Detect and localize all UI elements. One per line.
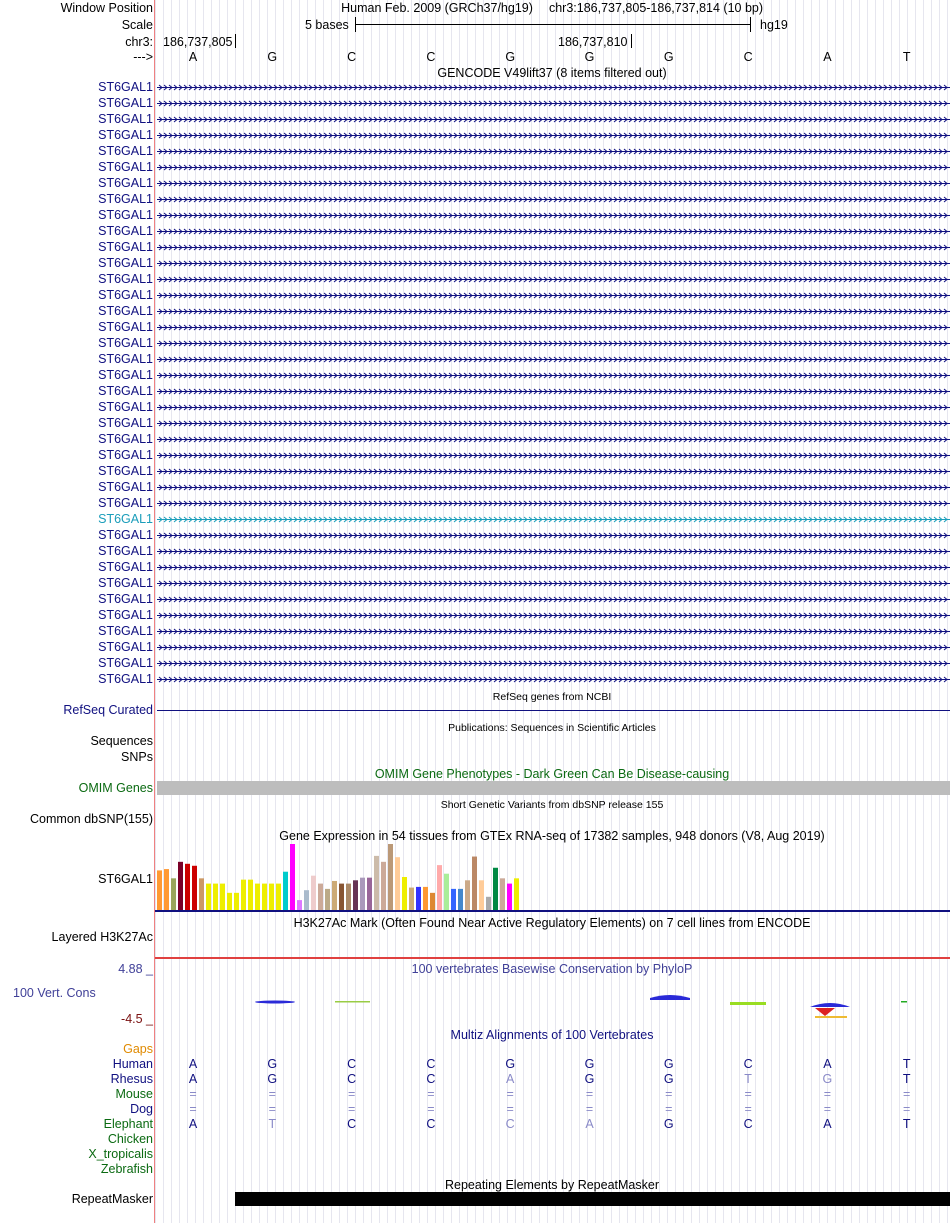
gtex-tissue-bar (500, 878, 505, 910)
assembly-title: Human Feb. 2009 (GRCh37/hg19) (341, 1, 533, 15)
multiz-base: = (823, 1102, 832, 1116)
gencode-transcript[interactable] (157, 672, 950, 686)
gencode-transcript-label[interactable]: ST6GAL1 (98, 256, 153, 270)
gencode-transcript[interactable] (157, 480, 950, 494)
omim-label[interactable]: OMIM Genes (78, 781, 153, 795)
gencode-transcript[interactable] (157, 560, 950, 574)
reference-base: G (584, 50, 595, 64)
gencode-transcript-label[interactable]: ST6GAL1 (98, 512, 153, 526)
gencode-transcript-label[interactable]: ST6GAL1 (98, 400, 153, 414)
multiz-base: T (902, 1072, 911, 1086)
multiz-base: T (902, 1117, 911, 1131)
gencode-transcript-label[interactable]: ST6GAL1 (98, 640, 153, 654)
multiz-base: A (823, 1117, 832, 1131)
multiz-base: T (744, 1072, 752, 1086)
gencode-transcript[interactable] (157, 576, 950, 590)
gtex-tissue-bar (388, 844, 393, 910)
multiz-base: T (902, 1057, 911, 1071)
gtex-tissue-bar (178, 862, 183, 910)
gencode-transcript-label[interactable]: ST6GAL1 (98, 576, 153, 590)
multiz-base: = (744, 1102, 752, 1116)
gencode-transcript[interactable] (157, 368, 950, 382)
gencode-transcript-label[interactable]: ST6GAL1 (98, 608, 153, 622)
gencode-transcript[interactable] (157, 496, 950, 510)
multiz-base: = (585, 1102, 594, 1116)
multiz-base: T (268, 1117, 277, 1131)
gtex-tissue-bar (395, 857, 400, 910)
gencode-transcript-label[interactable]: ST6GAL1 (98, 208, 153, 222)
gencode-transcript[interactable] (157, 512, 950, 526)
gencode-transcript[interactable] (157, 336, 950, 350)
publications-track-title: Publications: Sequences in Scientific Articles (448, 722, 656, 734)
dbsnp-label[interactable]: Common dbSNP(155) (30, 812, 153, 826)
chrom-label: chr3: (125, 35, 153, 49)
gencode-transcript[interactable] (157, 256, 950, 270)
gtex-tissue-bar (185, 864, 190, 910)
gtex-tissue-bar (164, 869, 169, 910)
gtex-tissue-bar (157, 870, 162, 910)
gtex-tissue-bar (458, 889, 463, 910)
reference-base: C (426, 50, 436, 64)
gencode-transcript[interactable] (157, 624, 950, 638)
gencode-transcript[interactable] (157, 320, 950, 334)
multiz-base: = (903, 1087, 911, 1101)
position-right-tick (631, 34, 632, 48)
phylop-mark (815, 1016, 847, 1018)
gtex-tissue-bar (409, 888, 414, 910)
gtex-tissue-bar (465, 880, 470, 910)
reference-base: A (188, 50, 198, 64)
position-left: 186,737,805 (163, 35, 233, 49)
gencode-transcript-label[interactable]: ST6GAL1 (98, 320, 153, 334)
multiz-base: = (189, 1102, 197, 1116)
multiz-base: C (505, 1117, 515, 1131)
reference-base: G (267, 50, 278, 64)
multiz-base: C (347, 1072, 357, 1086)
multiz-base: = (903, 1102, 911, 1116)
gencode-transcript[interactable] (157, 80, 950, 94)
phylop-track-title: 100 vertebrates Basewise Conservation by PhyloP (411, 962, 693, 976)
multiz-base: C (743, 1117, 753, 1131)
phylop-mark (650, 995, 690, 1000)
gencode-transcript[interactable] (157, 448, 950, 462)
gencode-transcript[interactable] (157, 544, 950, 558)
multiz-base: C (426, 1072, 436, 1086)
gtex-tissue-bar (171, 878, 176, 910)
multiz-base: G (584, 1057, 595, 1071)
gtex-tissue-bar (444, 874, 449, 910)
gencode-transcript[interactable] (157, 528, 950, 542)
multiz-base: = (268, 1102, 276, 1116)
gencode-transcript-label[interactable]: ST6GAL1 (98, 96, 153, 110)
gencode-transcript[interactable] (157, 160, 950, 174)
gencode-transcript-label[interactable]: ST6GAL1 (98, 272, 153, 286)
multiz-base: = (268, 1087, 276, 1101)
scale-bar (355, 24, 751, 25)
gtex-tissue-bar (493, 868, 498, 910)
gtex-tissue-bar (220, 884, 225, 910)
gtex-tissue-bar (339, 884, 344, 910)
phylop-mark (815, 1008, 835, 1016)
multiz-species-label[interactable]: X_tropicalis (88, 1147, 153, 1161)
reference-base: T (902, 50, 911, 64)
scale-value: 5 bases (305, 18, 349, 32)
multiz-base: = (427, 1087, 435, 1101)
multiz-base: G (267, 1057, 278, 1071)
gencode-transcript-label[interactable]: ST6GAL1 (98, 384, 153, 398)
gencode-transcript-label[interactable]: ST6GAL1 (98, 528, 153, 542)
gencode-transcript[interactable] (157, 640, 950, 654)
multiz-base: C (347, 1057, 357, 1071)
gencode-transcript[interactable] (157, 96, 950, 110)
multiz-base: A (823, 1057, 832, 1071)
gtex-tissue-bar (297, 900, 302, 910)
gencode-transcript[interactable] (157, 288, 950, 302)
reference-base: G (505, 50, 516, 64)
gencode-transcript-label[interactable]: ST6GAL1 (98, 128, 153, 142)
multiz-base: C (426, 1117, 436, 1131)
gtex-tissue-bar (199, 878, 204, 910)
multiz-species-label[interactable]: Dog (130, 1102, 153, 1116)
gtex-tissue-bar (248, 880, 253, 910)
gencode-transcript[interactable] (157, 272, 950, 286)
gencode-transcript-label[interactable]: ST6GAL1 (98, 224, 153, 238)
phylop-mark (730, 1002, 766, 1005)
gtex-tissue-bar (192, 866, 197, 910)
gencode-transcript[interactable] (157, 208, 950, 222)
phylop-mark (255, 1001, 295, 1004)
multiz-base: G (505, 1057, 516, 1071)
multiz-base: = (665, 1102, 673, 1116)
gtex-tissue-bar (402, 877, 407, 910)
reference-base: A (823, 50, 832, 64)
gtex-tissue-bar (360, 878, 365, 910)
reference-base: G (663, 50, 674, 64)
multiz-base: = (744, 1087, 752, 1101)
publications-snps-label[interactable]: SNPs (121, 750, 153, 764)
gencode-transcript-label[interactable]: ST6GAL1 (98, 192, 153, 206)
reference-base: C (743, 50, 753, 64)
gtex-track-title: Gene Expression in 54 tissues from GTEx RNA-seq of 17382 samples, 948 donors (V8, Aug 2019) (279, 829, 825, 843)
multiz-base: = (665, 1087, 673, 1101)
db-label: hg19 (760, 18, 788, 32)
gtex-tissue-bar (486, 897, 491, 910)
strand-arrow: ---> (133, 50, 153, 64)
refseq-gene-line[interactable] (157, 710, 950, 711)
gencode-track-title: GENCODE V49lift37 (8 items filtered out) (437, 66, 667, 80)
gtex-tissue-bar (381, 862, 386, 910)
gencode-transcript[interactable] (157, 432, 950, 446)
gencode-transcript[interactable] (157, 240, 950, 254)
repeatmasker-track-title: Repeating Elements by RepeatMasker (444, 1178, 660, 1192)
gtex-tissue-bar (241, 880, 246, 910)
multiz-base: C (743, 1057, 753, 1071)
multiz-base: G (663, 1117, 674, 1131)
gtex-tissue-bar (423, 887, 428, 910)
multiz-species-label[interactable]: Chicken (107, 1132, 153, 1146)
gtex-tissue-bar (304, 890, 309, 910)
gtex-tissue-bar (479, 880, 484, 910)
gtex-tissue-bar (262, 884, 267, 910)
gtex-tissue-bar (269, 884, 274, 910)
gencode-transcript-label[interactable]: ST6GAL1 (98, 304, 153, 318)
gencode-transcript-label[interactable]: ST6GAL1 (98, 240, 153, 254)
phylop-min-label: -4.5 _ (121, 1012, 153, 1026)
multiz-base: = (506, 1102, 514, 1116)
gencode-transcript-label[interactable]: ST6GAL1 (98, 656, 153, 670)
omim-track-title: OMIM Gene Phenotypes - Dark Green Can Be Disease-causing (374, 767, 730, 781)
multiz-base: A (585, 1117, 594, 1131)
multiz-base: = (347, 1102, 356, 1116)
phylop-mark (335, 1001, 370, 1003)
gencode-transcript-label[interactable]: ST6GAL1 (98, 672, 153, 686)
omim-gene-bar[interactable] (157, 781, 950, 795)
gtex-tissue-bar (451, 889, 456, 910)
coordinates-readout: chr3:186,737,805-186,737,814 (10 bp) (548, 1, 764, 15)
multiz-species-label[interactable]: Zebrafish (100, 1162, 153, 1176)
gencode-transcript-label[interactable]: ST6GAL1 (98, 432, 153, 446)
grid-line (155, 0, 156, 1223)
phylop-mark (901, 1001, 907, 1003)
reference-base: C (347, 50, 357, 64)
position-right: 186,737,810 (558, 35, 628, 49)
gencode-transcript[interactable] (157, 144, 950, 158)
gencode-transcript[interactable] (157, 176, 950, 190)
gencode-transcript-label[interactable]: ST6GAL1 (98, 544, 153, 558)
gencode-transcript[interactable] (157, 192, 950, 206)
gencode-transcript[interactable] (157, 384, 950, 398)
gencode-transcript-label[interactable]: ST6GAL1 (98, 368, 153, 382)
gencode-transcript-label[interactable]: ST6GAL1 (98, 560, 153, 574)
multiz-base: C (426, 1057, 436, 1071)
gtex-tissue-bar (206, 884, 211, 910)
gencode-transcript[interactable] (157, 128, 950, 142)
gtex-label[interactable]: ST6GAL1 (98, 872, 153, 886)
gencode-transcript[interactable] (157, 224, 950, 238)
gencode-transcript[interactable] (157, 352, 950, 366)
gtex-tissue-bar (276, 884, 281, 910)
gencode-transcript-label[interactable]: ST6GAL1 (98, 80, 153, 94)
gencode-transcript-label[interactable]: ST6GAL1 (98, 112, 153, 126)
multiz-base: G (663, 1057, 674, 1071)
gtex-tissue-bar (325, 889, 330, 910)
position-left-tick (235, 34, 236, 48)
multiz-base: G (584, 1072, 595, 1086)
gtex-tissue-bar (367, 878, 372, 910)
gtex-tissue-bar (346, 884, 351, 910)
gtex-expression-chart[interactable] (155, 843, 950, 913)
gencode-transcript-label[interactable]: ST6GAL1 (98, 336, 153, 350)
gencode-transcript-label[interactable]: ST6GAL1 (98, 160, 153, 174)
gencode-transcript[interactable] (157, 656, 950, 670)
multiz-base: = (427, 1102, 435, 1116)
gencode-transcript-label[interactable]: ST6GAL1 (98, 464, 153, 478)
dbsnp-track-title: Short Genetic Variants from dbSNP release 155 (440, 799, 664, 811)
gtex-tissue-bar (318, 884, 323, 910)
gtex-tissue-bar (374, 856, 379, 910)
phylop-mark (810, 1003, 850, 1007)
gtex-tissue-bar (311, 876, 316, 910)
gtex-tissue-bar (332, 881, 337, 910)
gtex-tissue-bar (430, 893, 435, 910)
repeatmasker-label[interactable]: RepeatMasker (71, 1192, 153, 1206)
refseq-label[interactable]: RefSeq Curated (63, 703, 153, 717)
multiz-base: = (585, 1087, 594, 1101)
multiz-base: A (188, 1057, 198, 1071)
multiz-base: = (823, 1087, 832, 1101)
gtex-tissue-bar (227, 893, 232, 910)
gencode-transcript[interactable] (157, 592, 950, 606)
multiz-base: G (822, 1072, 833, 1086)
label-divider (154, 0, 155, 1223)
gtex-tissue-bar (507, 884, 512, 910)
gencode-transcript-label[interactable]: ST6GAL1 (98, 480, 153, 494)
repeatmasker-element[interactable] (235, 1192, 950, 1206)
gencode-transcript-label[interactable]: ST6GAL1 (98, 288, 153, 302)
multiz-base: G (663, 1072, 674, 1086)
gencode-transcript-label[interactable]: ST6GAL1 (98, 352, 153, 366)
multiz-species-label[interactable]: Elephant (103, 1117, 153, 1131)
multiz-track-title: Multiz Alignments of 100 Vertebrates (450, 1028, 654, 1042)
multiz-base: C (347, 1117, 357, 1131)
gencode-transcript-label[interactable]: ST6GAL1 (98, 448, 153, 462)
multiz-base: = (506, 1087, 514, 1101)
gtex-tissue-bar (290, 844, 295, 910)
gencode-transcript-label[interactable]: ST6GAL1 (98, 144, 153, 158)
multiz-base: A (188, 1072, 198, 1086)
gencode-transcript-label[interactable]: ST6GAL1 (98, 416, 153, 430)
multiz-base: G (267, 1072, 278, 1086)
gtex-tissue-bar (514, 878, 519, 910)
gtex-tissue-bar (234, 893, 239, 910)
multiz-species-label[interactable]: Mouse (115, 1087, 153, 1101)
gencode-transcript[interactable] (157, 304, 950, 318)
gencode-transcript[interactable] (157, 416, 950, 430)
gtex-tissue-bar (472, 857, 477, 910)
multiz-base: = (189, 1087, 197, 1101)
scale-label: Scale (121, 18, 153, 32)
multiz-base: A (506, 1072, 515, 1086)
phylop-max-label: 4.88 _ (118, 962, 153, 976)
multiz-base: A (188, 1117, 198, 1131)
gencode-transcript-label[interactable]: ST6GAL1 (98, 496, 153, 510)
multiz-base: = (347, 1087, 356, 1101)
gtex-tissue-bar (416, 887, 421, 910)
gencode-transcript[interactable] (157, 400, 950, 414)
phylop-label[interactable]: 100 Vert. Cons (13, 986, 96, 1000)
gtex-tissue-bar (255, 884, 260, 910)
h3k27ac-label[interactable]: Layered H3K27Ac (51, 930, 153, 944)
h3k27ac-signal-line (155, 957, 950, 959)
phylop-conservation-plot[interactable] (155, 990, 950, 1022)
gtex-tissue-bar (283, 872, 288, 910)
gencode-transcript-label[interactable]: ST6GAL1 (98, 624, 153, 638)
publications-sequences-label[interactable]: Sequences (90, 734, 153, 748)
gencode-transcript-label[interactable]: ST6GAL1 (98, 176, 153, 190)
scale-bar-right-tick (750, 17, 751, 32)
gencode-transcript-label[interactable]: ST6GAL1 (98, 592, 153, 606)
multiz-species-label[interactable]: Rhesus (110, 1072, 153, 1086)
multiz-species-label[interactable]: Human (112, 1057, 153, 1071)
gencode-transcript[interactable] (157, 464, 950, 478)
gtex-tissue-bar (213, 884, 218, 910)
gtex-tissue-bar (353, 880, 358, 910)
refseq-track-title: RefSeq genes from NCBI (492, 691, 612, 703)
gtex-tissue-bar (437, 865, 442, 910)
multiz-gaps-label[interactable]: Gaps (123, 1042, 153, 1056)
h3k27ac-track-title: H3K27Ac Mark (Often Found Near Active Regulatory Elements) on 7 cell lines from ENCODE (293, 916, 811, 930)
gencode-transcript[interactable] (157, 608, 950, 622)
gencode-transcript[interactable] (157, 112, 950, 126)
window-position-label: Window Position (60, 1, 153, 15)
